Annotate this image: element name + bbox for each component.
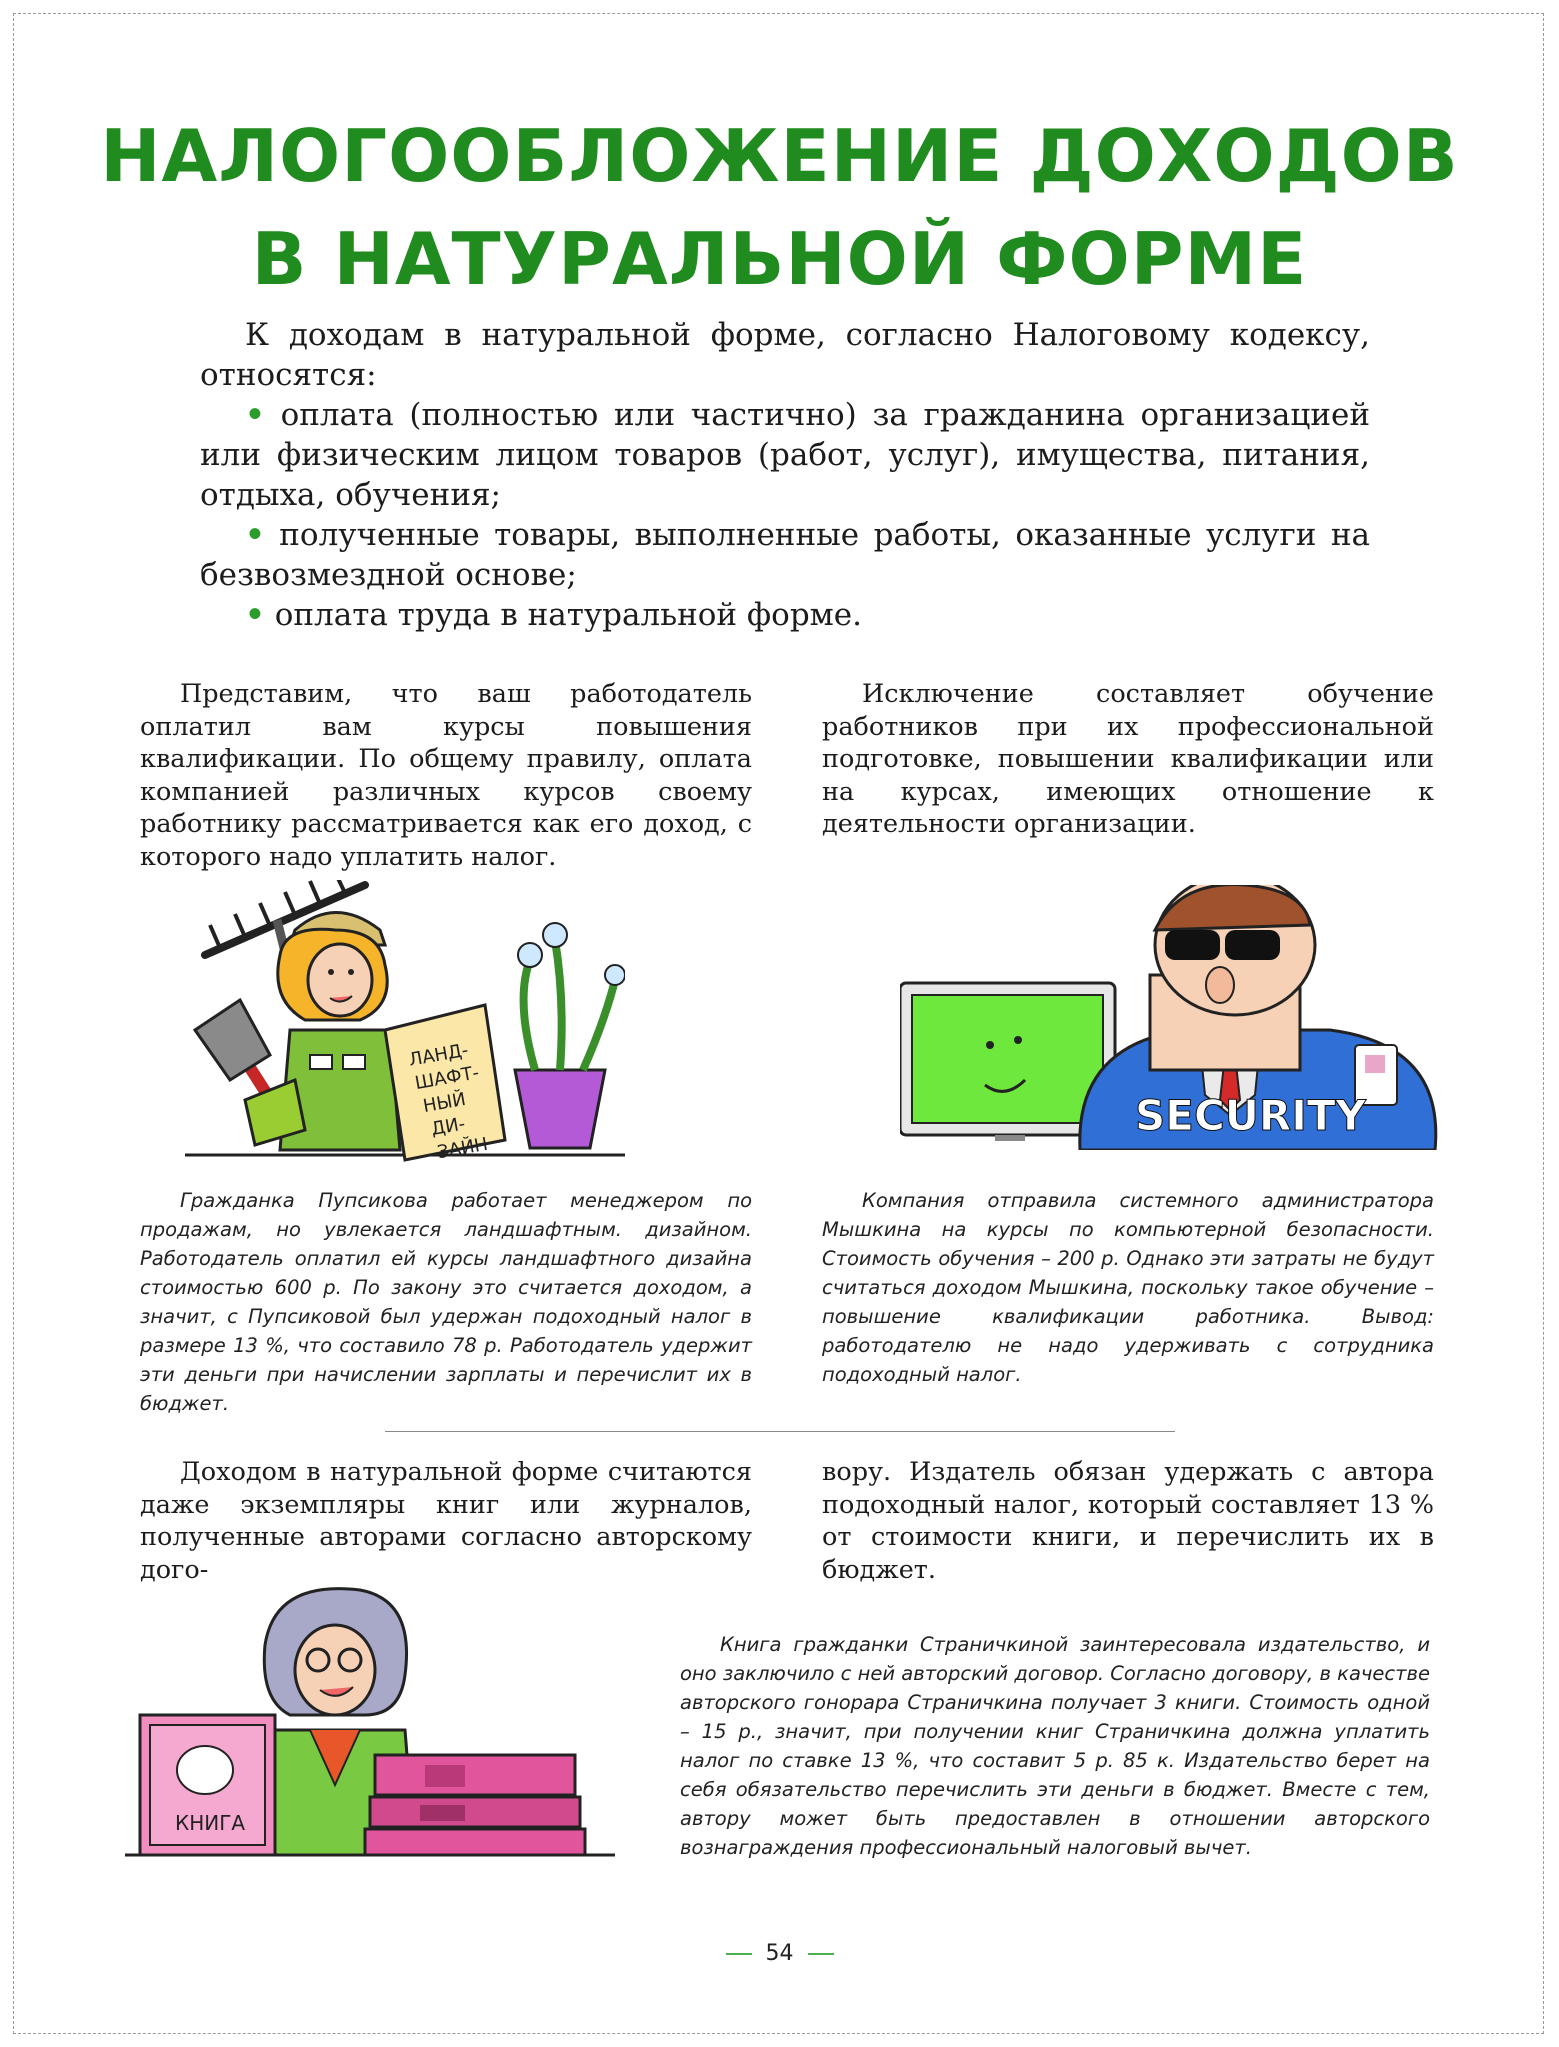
gardener-woman	[245, 913, 400, 1151]
section1-left-caption: Гражданка Пупсикова работает менеджером по продажам, но увлекается ландшафтным. дизайном. Работодатель оплатил ей курсы ландшафтного дизайна стоимостью 600 р. По закону это считается доходом, а значит, с Пупсиковой был удержан подоходный налог в размере 13 %, что составило 78 р. Работодатель удержит эти деньги при начислении зарплаты и перечислит их в бюджет.	[140, 1189, 752, 1415]
book-stack-icon	[365, 1755, 585, 1855]
page-number-value: 54	[765, 1941, 794, 1966]
book-label: КНИГА	[175, 1811, 246, 1835]
bullet-dot-icon: •	[245, 397, 265, 433]
security-label: SECURITY	[1135, 1091, 1366, 1140]
potted-plant-icon	[515, 923, 625, 1148]
section-divider	[385, 1431, 1175, 1432]
sign-text: ЛАНД-	[407, 1039, 470, 1071]
svg-text:ЗАЙН: ЗАЙН	[435, 1133, 490, 1164]
woman-with-books-illustration	[125, 1585, 615, 1860]
gardener-woman-illustration	[185, 880, 625, 1165]
section2-caption: Книга гражданки Страничкиной заинтересовала издательство, и оно заключило с ней авторский договор. Согласно договору, в качестве авторского гонорара Страничкина получает 3 книги. Стоимость одной – 15 р., значит, при получении книг Страничкина должна уплатить налог по ставке 13 %, что составит 5 р. 85 к. Издательство берет на себя обязательство перечислить эти деньги в бюджет. Вместе с тем, автору может быть предоставлен в отношении авторского вознаграждения профессиональный налоговый вычет.	[680, 1633, 1430, 1859]
page-title	[0, 105, 1559, 311]
svg-text:ДИ-: ДИ-	[429, 1113, 467, 1140]
page-number-dash-left	[726, 1953, 752, 1955]
section1-right-caption: Компания отправила системного администратора Мышкина на курсы по компьютерной безопасности. Стоимость обучения – 200 р. Однако эти затраты не будут считаться доходом Мышкина, поскольку такое обучение – повышение квалификации работника. Вывод: работодателю не надо удерживать с сотрудника подоходный налог.	[822, 1189, 1434, 1386]
bullet-text: полученные товары, выполненные работы, оказанные услуги на безвозмездной основе;	[200, 517, 1370, 593]
intro-bullet-1	[200, 395, 1370, 515]
svg-text:ШАФТ-: ШАФТ-	[413, 1062, 481, 1095]
title-line-1: НАЛОГООБЛОЖЕНИЕ ДОХОДОВ	[100, 114, 1459, 198]
landscape-design-sign	[385, 1005, 505, 1163]
intro-bullet-3	[200, 595, 1370, 635]
page-number-dash-right	[808, 1953, 834, 1955]
title-line-2: В НАТУРАЛЬНОЙ ФОРМЕ	[251, 217, 1308, 301]
book-icon	[140, 1715, 275, 1855]
intro-lead: К доходам в натуральной форме, согласно Налоговому кодексу, относятся:	[200, 317, 1370, 393]
section1-right-paragraph: Исключение составляет обучение работников при их профессиональной подготовке, повышении квалификации или на курсах, имеющих отношение к деятельности организации.	[822, 679, 1434, 839]
page-number	[0, 1941, 1559, 1966]
section1-left-paragraph: Представим, что ваш работодатель оплатил вам курсы повышения квалификации. По общему правилу, оплата компанией различных курсов своему работнику рассматривается как его доход, с которого надо уплатить налог.	[140, 679, 752, 872]
bullet-text: оплата (полностью или частично) за гражданина организацией или физическим лицом товаров (работ, услуг), имущества, питания, отдыха, обучения;	[200, 397, 1370, 513]
bullet-dot-icon: •	[245, 597, 265, 633]
bullet-dot-icon: •	[245, 517, 265, 553]
section2-right-paragraph: вору. Издатель обязан удержать с автора подоходный налог, который составляет 13 % от стоимости книги, и перечислить их в бюджет.	[822, 1457, 1434, 1585]
security-guard-computer-illustration	[900, 885, 1455, 1150]
bullet-text: оплата труда в натуральной форме.	[274, 597, 862, 633]
svg-text:НЫЙ: НЫЙ	[421, 1088, 468, 1118]
section2-left-paragraph: Доходом в натуральной форме считаются даже экземпляры книг или журналов, полученные авторами согласно авторскому дого-	[140, 1457, 752, 1585]
intro-bullet-2	[200, 515, 1370, 595]
intro-block	[200, 315, 1370, 635]
